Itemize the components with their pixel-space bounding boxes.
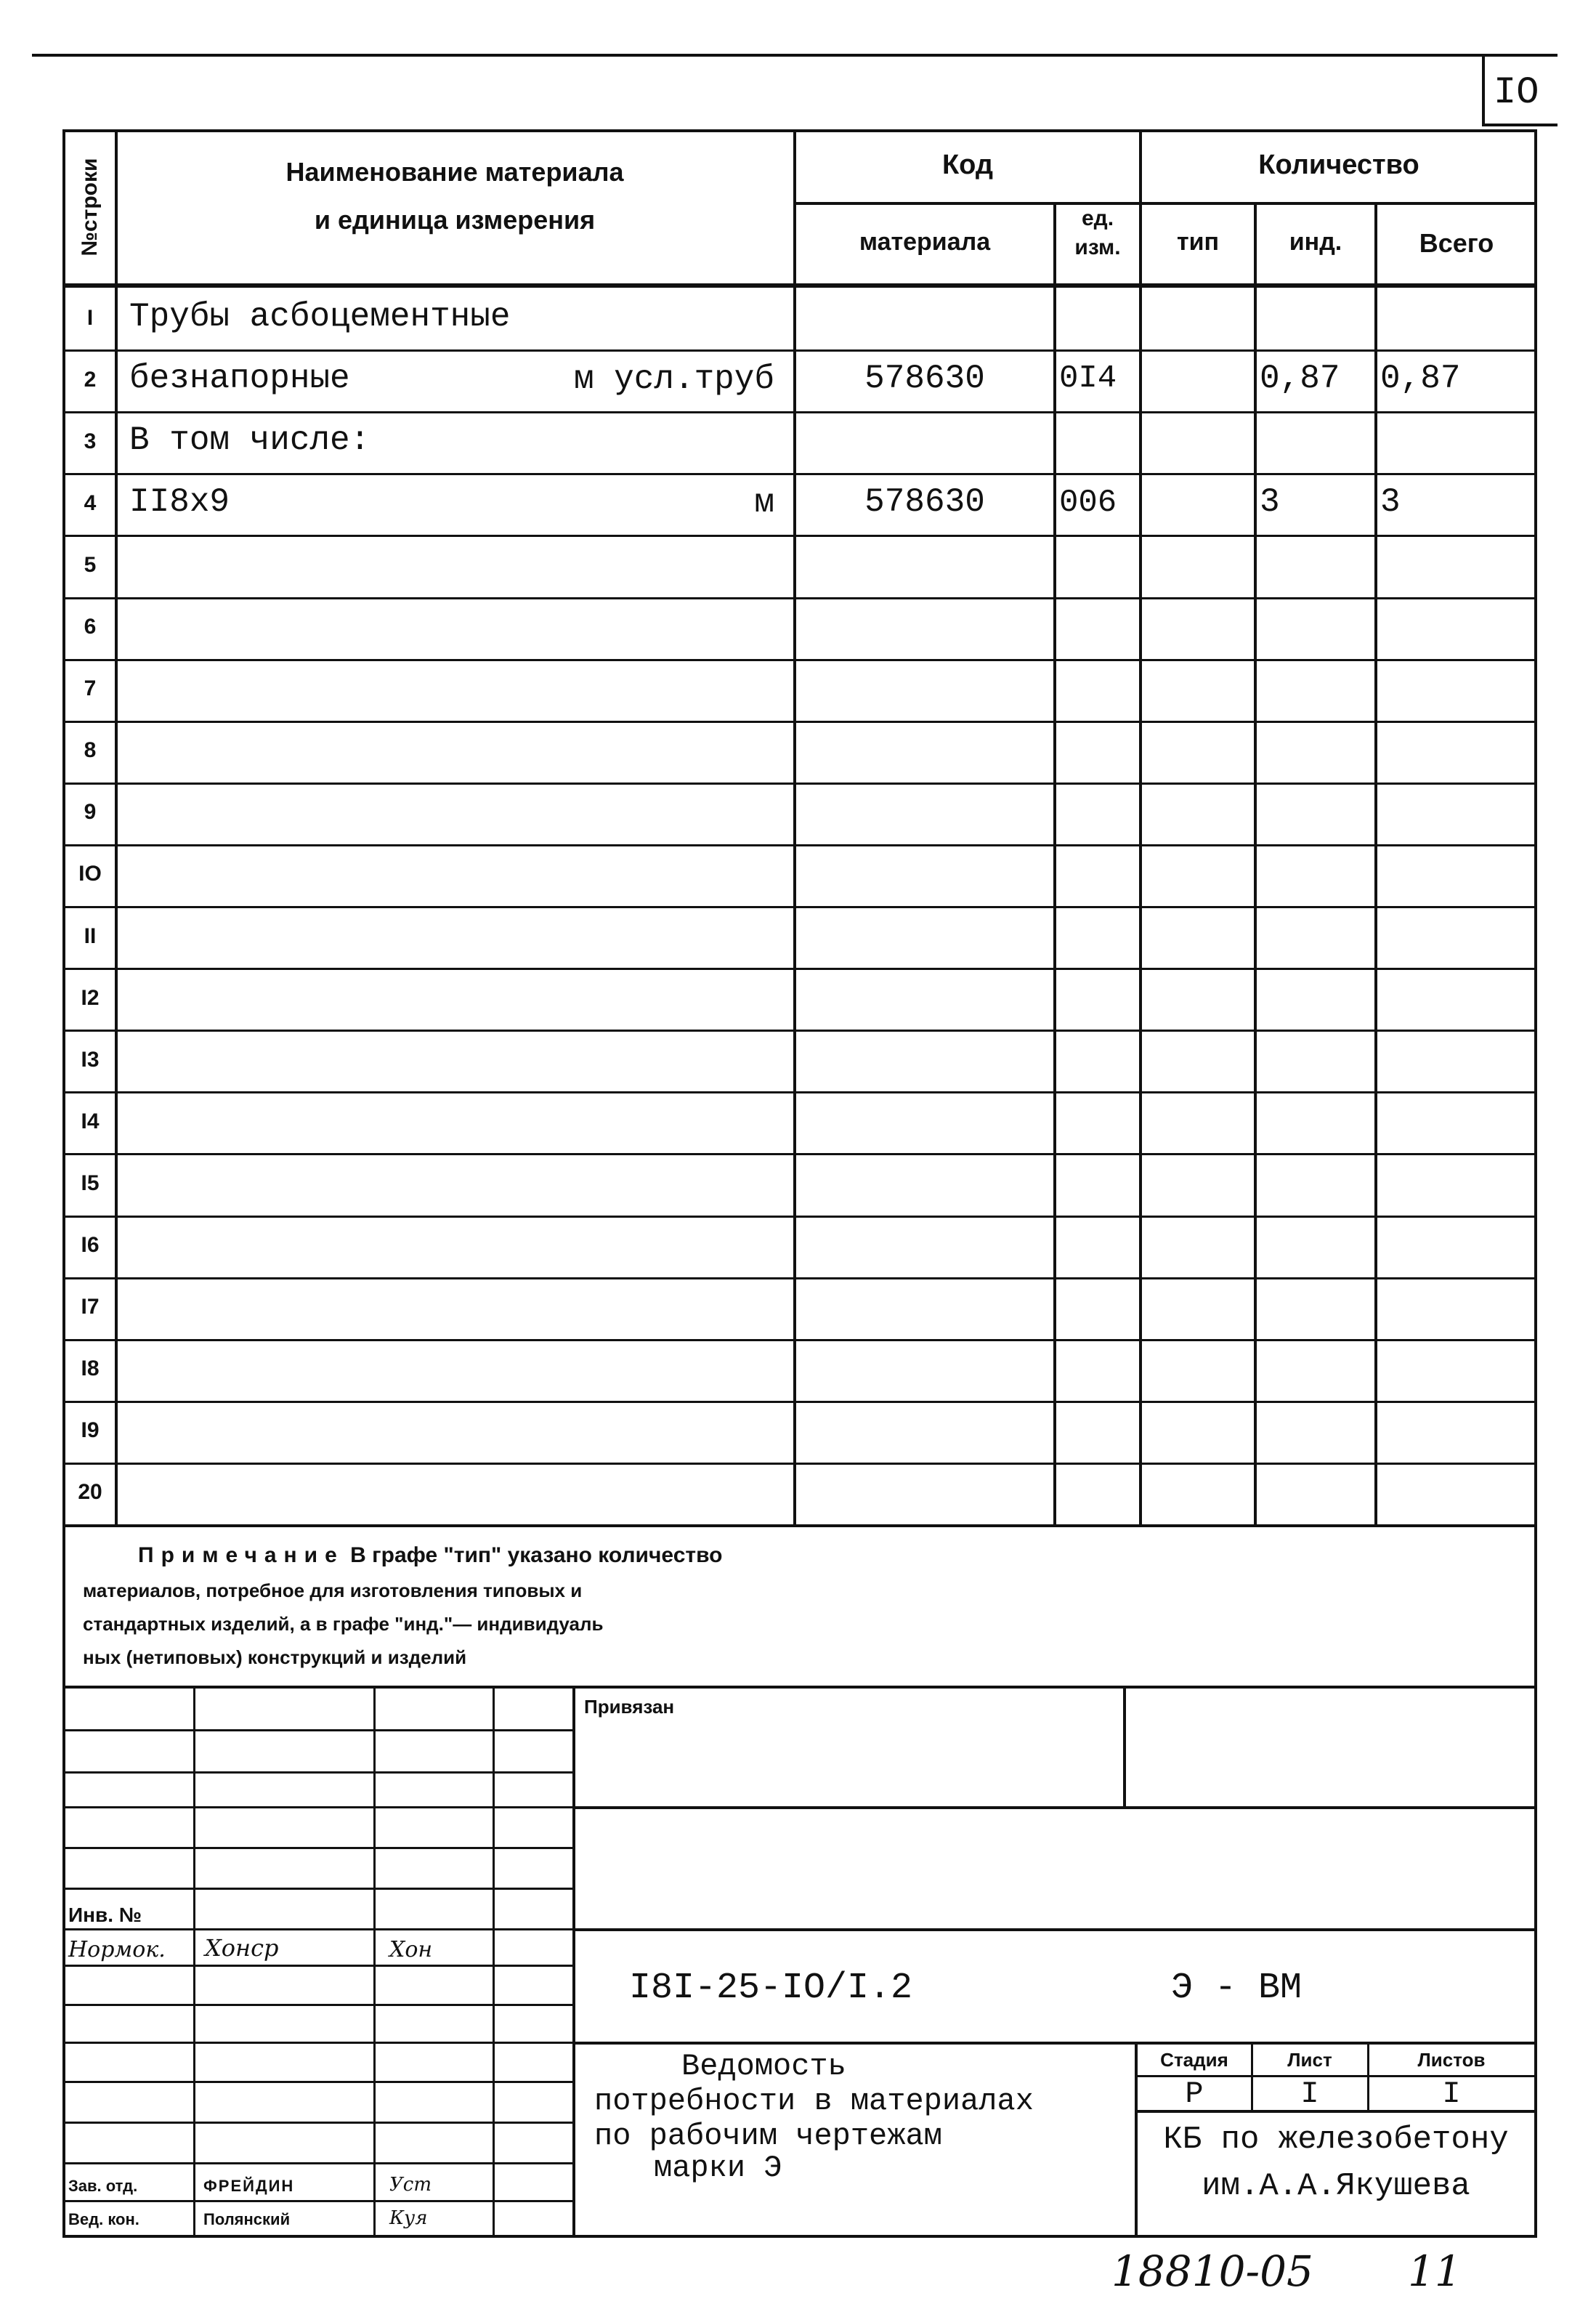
drawing-mark: Э - ВМ [1171, 1968, 1303, 2009]
note-lead: Примечание [138, 1543, 344, 1567]
title-line2: потребности в материалах [594, 2084, 1034, 2119]
row-number: I [86, 305, 94, 330]
note-line3: стандартных изделий, а в графе "инд."— индивидуаль [83, 1613, 604, 1635]
row-number: 4 [84, 490, 97, 515]
cell-total: 0,87 [1380, 360, 1461, 398]
row-number: 7 [84, 676, 97, 701]
cell-ind: 0,87 [1260, 360, 1340, 398]
materials-table [62, 129, 1537, 1527]
table-row [62, 411, 1537, 473]
lead-engineer-role: Вед. кон. [68, 2210, 139, 2228]
row-number: I6 [81, 1233, 100, 1258]
row-number: I2 [81, 985, 100, 1010]
table-row [62, 1153, 1537, 1215]
bound-label: Привязан [584, 1696, 675, 1718]
department-head-signature: Уст [389, 2174, 432, 2196]
note-line1-text: В графе "тип" указано количество [350, 1543, 723, 1567]
row-number: 20 [78, 1480, 102, 1505]
name-header-line1: Наименование материала [285, 157, 624, 187]
sheets-value: I [1442, 2077, 1461, 2111]
cell-code: 578630 [864, 360, 985, 398]
inventory-label: Инв. № [68, 1904, 142, 1926]
row-number: I9 [81, 1418, 100, 1443]
table-row [62, 906, 1537, 968]
table-row [62, 288, 1537, 349]
row-number: 2 [84, 367, 97, 392]
cell-unit-code: 006 [1059, 484, 1117, 521]
title-line3: по рабочим чертежам [594, 2119, 942, 2154]
table-row [62, 1091, 1537, 1153]
row-number: I7 [81, 1295, 100, 1319]
page-number-box-left [1482, 54, 1485, 126]
cell-unit: м [754, 483, 774, 522]
table-row [62, 349, 1537, 411]
row-number: 8 [84, 738, 97, 763]
quantity-header: Количество [1258, 150, 1419, 180]
row-number: IO [78, 862, 102, 886]
note-line4: ных (нетиповых) конструкций и изделий [83, 1646, 467, 1668]
organization-line1: КБ по железобетону [1163, 2122, 1509, 2158]
page-number-box-bottom [1482, 124, 1557, 126]
note-line2: материалов, потребное для изготовления типовых и [83, 1580, 583, 1601]
code-header: Код [941, 150, 994, 180]
row-number: II [84, 923, 97, 948]
table-row [62, 535, 1537, 597]
cell-name: II8x9 [129, 483, 230, 522]
table-row [62, 473, 1537, 535]
row-number: I5 [81, 1170, 100, 1195]
cell-name: В том числе: [129, 421, 370, 460]
norm-control-signature: Хон [389, 1937, 433, 1962]
lead-engineer-signature: Куя [389, 2207, 428, 2229]
note-line1 [138, 1543, 722, 1568]
table-row [62, 1277, 1537, 1339]
ind-header: инд. [1289, 228, 1342, 256]
unit-header-line2: изм. [1074, 235, 1121, 259]
material-code-header: материала [859, 228, 991, 256]
cell-ind: 3 [1260, 483, 1280, 522]
department-head-role: Зав. отд. [68, 2177, 138, 2195]
table-row [62, 1401, 1537, 1463]
row-number: 5 [84, 552, 97, 577]
sheet-value: I [1300, 2077, 1319, 2111]
total-header: Всего [1419, 228, 1494, 258]
row-number: I3 [81, 1047, 100, 1072]
cell-total: 3 [1380, 483, 1401, 522]
table-row [62, 1216, 1537, 1277]
title-line4: марки Э [654, 2151, 782, 2185]
title-line1: Ведомость [681, 2049, 846, 2084]
document-code: I8I-25-IO/I.2 [629, 1968, 913, 2009]
table-row [62, 968, 1537, 1030]
title-block [62, 1686, 1537, 2238]
row-number: 9 [84, 800, 97, 825]
top-border [32, 54, 1557, 57]
stage-value: Р [1185, 2077, 1204, 2111]
table-row [62, 844, 1537, 906]
table-row [62, 1339, 1537, 1401]
note-block [62, 1527, 1537, 1686]
table-row [62, 659, 1537, 721]
type-header: тип [1176, 228, 1220, 256]
table-body [62, 288, 1537, 1524]
row-number: I8 [81, 1356, 100, 1381]
row-number: I4 [81, 1109, 100, 1133]
name-header-line2: и единица измерения [314, 205, 596, 235]
cell-unit: м усл.труб [573, 360, 774, 398]
row-number-header: №строки [78, 158, 102, 256]
table-row [62, 783, 1537, 844]
department-head-name: ФРЕЙДИН [203, 2177, 295, 2195]
sheets-label: Листов [1417, 2049, 1486, 2071]
row-number: 3 [84, 429, 97, 453]
table-row [62, 1030, 1537, 1091]
cell-unit-code: 0I4 [1059, 360, 1117, 397]
cell-name: Трубы асбоцементные [129, 298, 511, 336]
archive-number: 18810-05 [1111, 2247, 1313, 2296]
archive-sheet-number: 11 [1408, 2247, 1462, 2296]
cell-name: безнапорные [129, 360, 350, 398]
organization-line2: им.А.А.Якушева [1202, 2168, 1470, 2204]
sheet-label: Лист [1287, 2049, 1332, 2071]
cell-code: 578630 [864, 483, 985, 522]
table-row [62, 1463, 1537, 1524]
table-row [62, 597, 1537, 659]
row-number: 6 [84, 615, 97, 639]
norm-control-role: Нормок. [68, 1937, 166, 1962]
lead-engineer-name: Полянский [203, 2210, 291, 2228]
page-number: IO [1494, 71, 1539, 114]
table-row [62, 721, 1537, 783]
stage-label: Стадия [1160, 2049, 1228, 2071]
unit-header-line1: ед. [1081, 206, 1114, 230]
norm-control-name: Хонср [205, 1934, 279, 1962]
